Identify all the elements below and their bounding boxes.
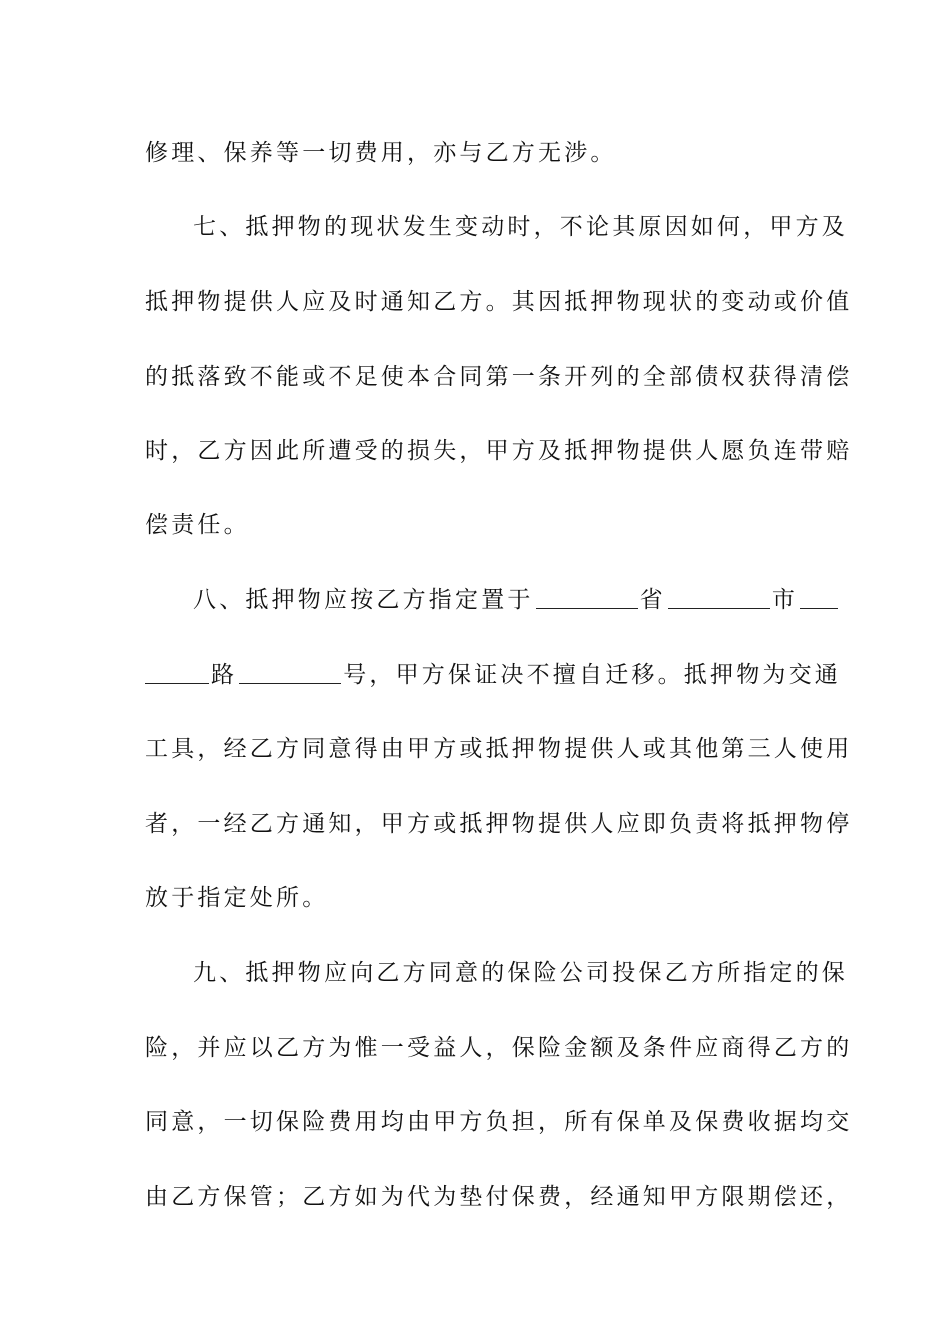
text-segment: 省 <box>639 587 666 613</box>
text-line: 时，乙方因此所遭受的损失，甲方及抵押物提供人愿负连带赔 <box>145 438 853 464</box>
text-segment: 路 <box>211 662 238 688</box>
text-line <box>145 660 842 690</box>
text-line: 偿责任。 <box>145 512 250 538</box>
text-segment: 号，甲方保证决不擅自迁移。抵押物为交通 <box>343 662 842 688</box>
fill-in-blank <box>239 661 341 684</box>
clause-7-heading-line: 七、抵押物的现状发生变动时，不论其原因如何，甲方及 <box>193 214 848 240</box>
text-segment: 市 <box>771 587 799 613</box>
text-line: 修理、保养等一切费用，亦与乙方无涉。 <box>145 140 617 166</box>
text-line: 险，并应以乙方为惟一受益人，保险金额及条件应商得乙方的 <box>145 1035 853 1061</box>
text-line: 抵押物提供人应及时通知乙方。其因抵押物现状的变动或价值 <box>145 289 853 315</box>
text-line: 的抵落致不能或不足使本合同第一条开列的全部债权获得清偿 <box>145 364 853 390</box>
text-line: 由乙方保管；乙方如为代为垫付保费，经通知甲方限期偿还， <box>145 1184 853 1210</box>
text-line: 者，一经乙方通知，甲方或抵押物提供人应即负责将抵押物停 <box>145 811 853 837</box>
text-line: 同意，一切保险费用均由甲方负担，所有保单及保费收据均交 <box>145 1109 853 1135</box>
fill-in-blank <box>800 586 838 609</box>
text-line: 放于指定处所。 <box>145 885 329 911</box>
clause-8-heading-line <box>193 585 863 615</box>
fill-in-blank <box>536 586 638 609</box>
clause-9-heading-line: 九、抵押物应向乙方同意的保险公司投保乙方所指定的保 <box>193 960 848 986</box>
fill-in-blank <box>145 661 209 684</box>
text-segment: 八、抵押物应按乙方指定置于 <box>193 587 534 613</box>
fill-in-blank <box>668 586 770 609</box>
text-line: 工具，经乙方同意得由甲方或抵押物提供人或其他第三人使用 <box>145 736 853 762</box>
